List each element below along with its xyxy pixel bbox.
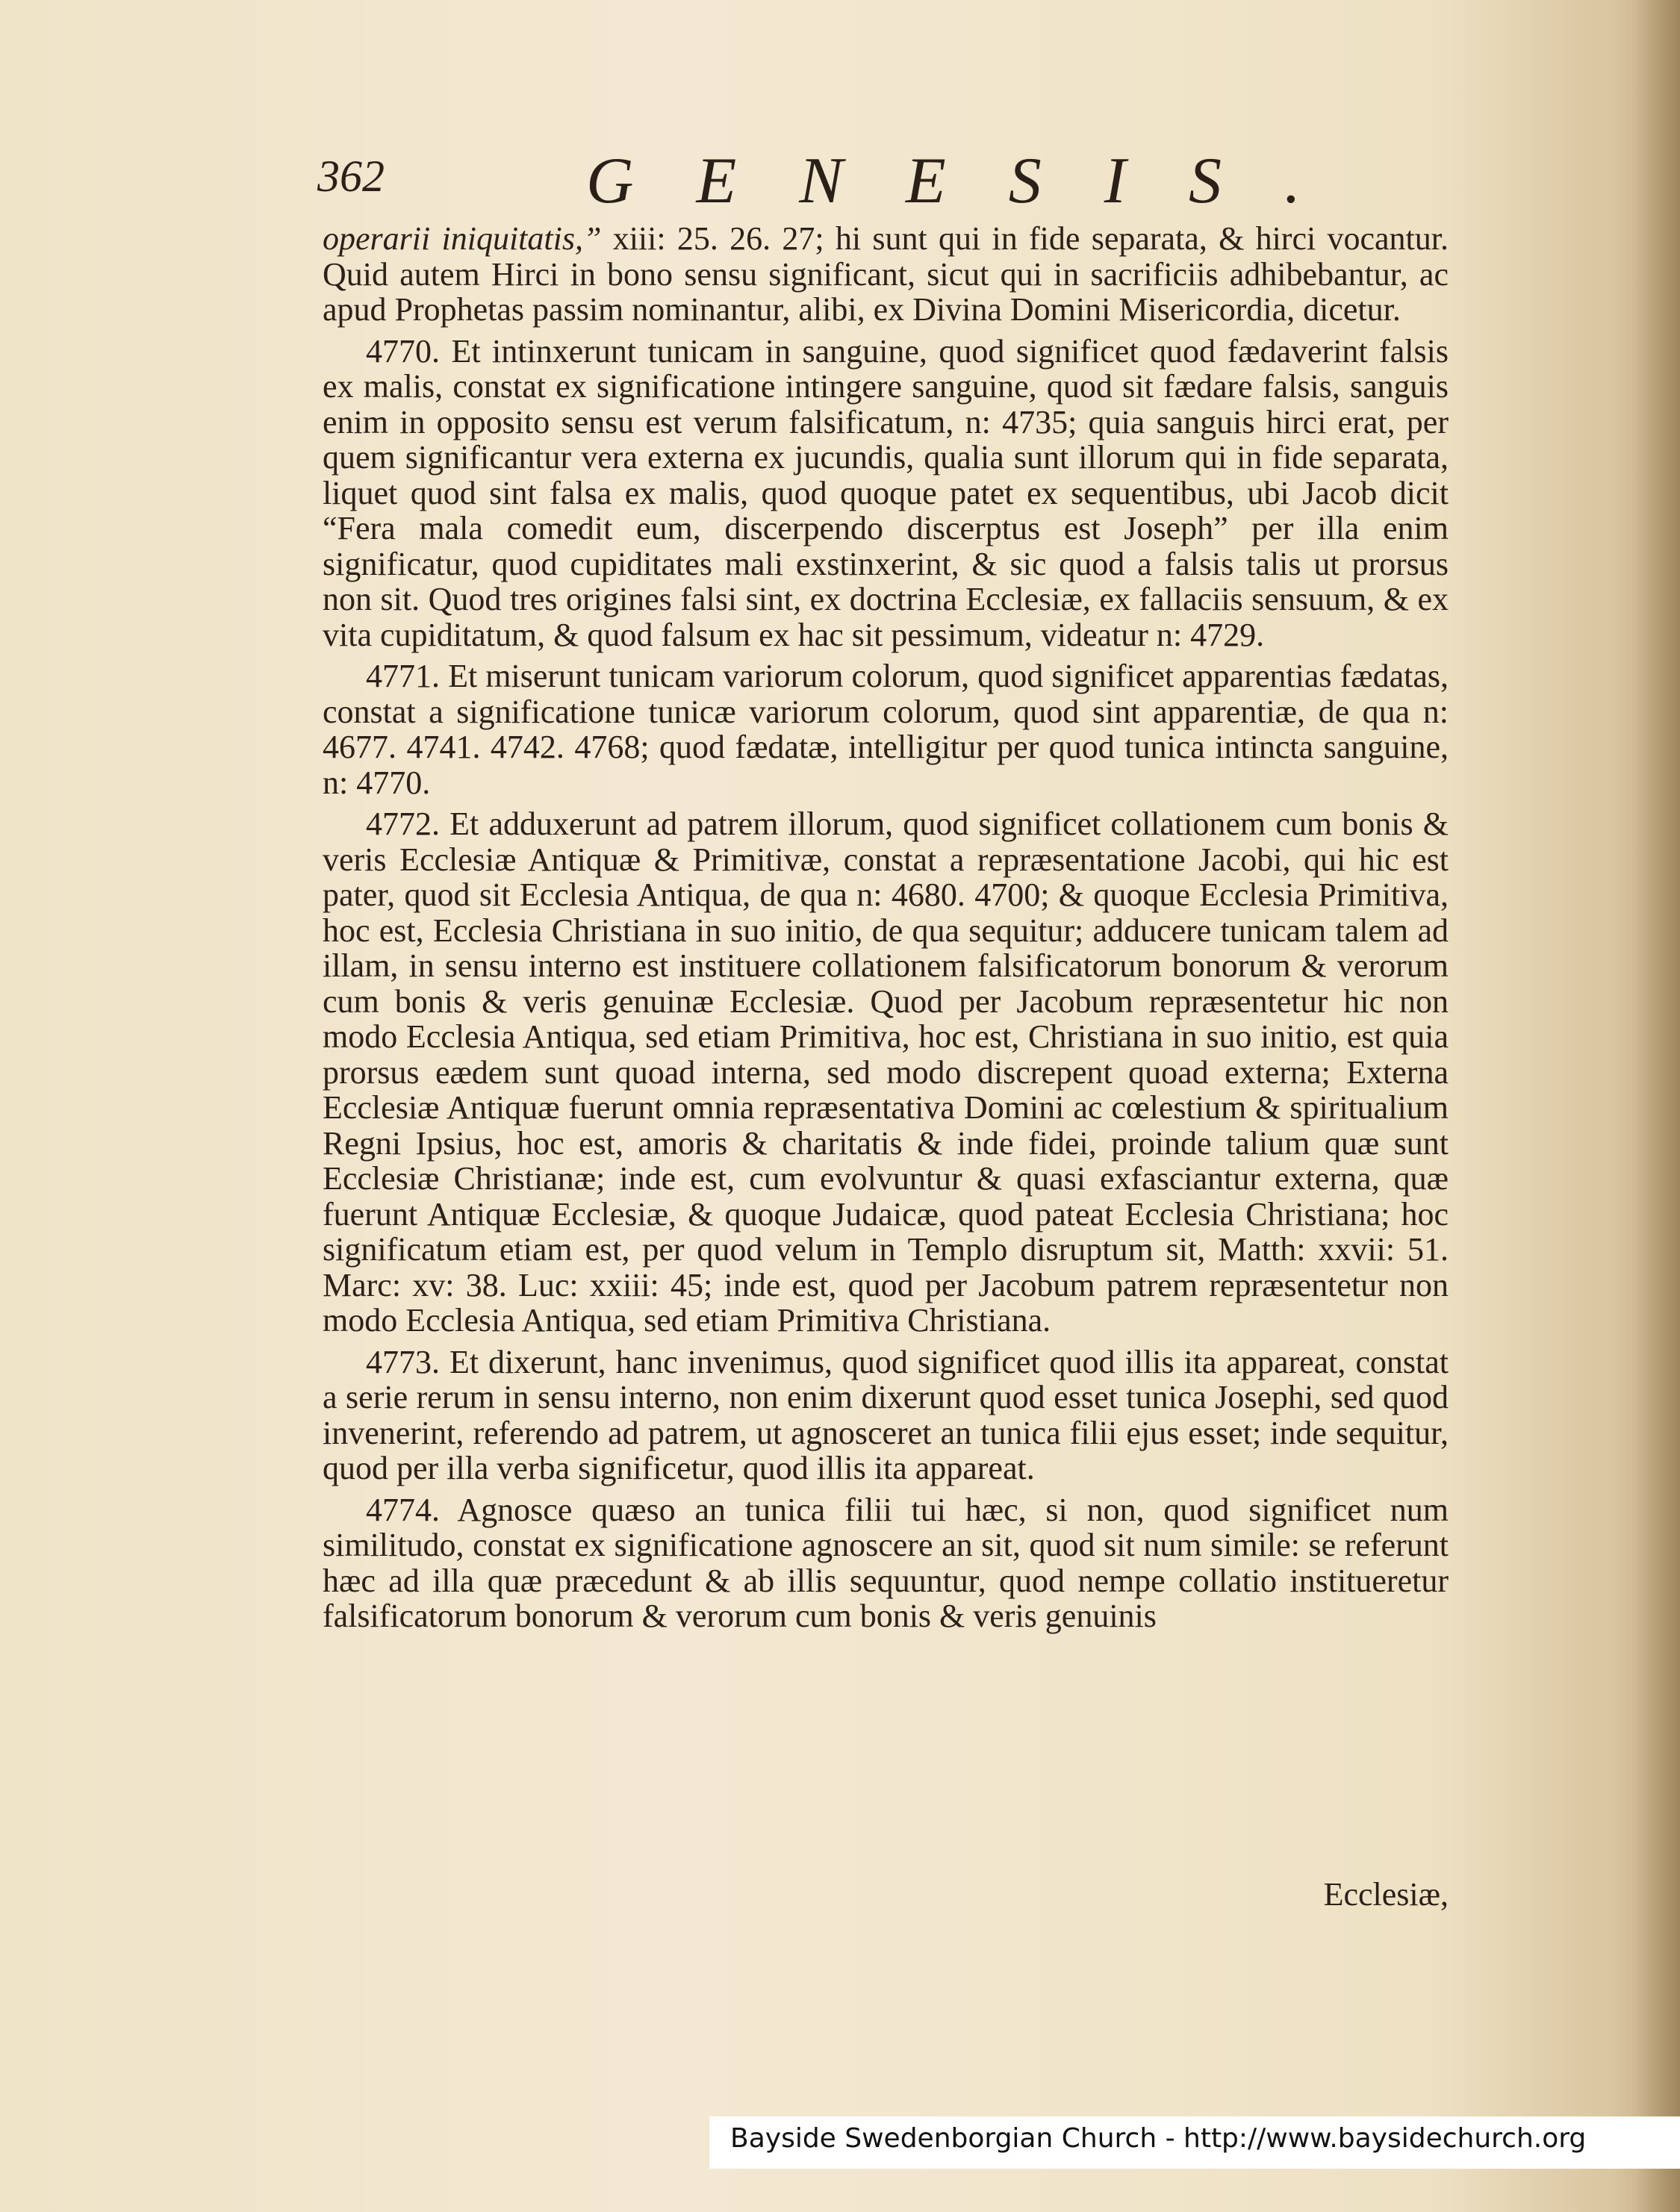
paragraph-4773: 4773. Et dixerunt, hanc invenimus, quod significet quod illis ita appareat, constat a serie rerum in sensu interno, non enim dixerunt quod esset tunica Josephi, sed quod invenerint, referendo ad patrem, ut agnosceret an tunica filii ejus esset; inde sequitur, quod per illa verba significetur, quod illis ita appareat. [323,1343,1449,1486]
paragraph-continuation [323,221,1449,328]
catchword: Ecclesiæ, [1323,1876,1449,1913]
paragraph-4771: 4771. Et miserunt tunicam variorum colorum, quod significet apparentias fædatas, constat a significatione tunicæ variorum colorum, quod sint apparentiæ, de qua n: 4677. 4741. 4742. 4768; quod fædatæ, intelligitur per quod tunica intincta sanguine, n: 4770. [323,658,1449,801]
body-text [323,221,1449,1634]
italic-lead: operarii iniquitatis,” [323,220,602,257]
footer-credit: Bayside Swedenborgian Church - http://www.baysidechurch.org [730,2123,1587,2154]
page-number: 362 [317,152,385,201]
paragraph-4772: 4772. Et adduxerunt ad patrem illorum, quod significet collationem cum bonis & veris Ecclesiæ Antiquæ & Primitivæ, constat a repræsentatione Jacobi, qui hic est pater, quod sit Ecclesia Antiqua, de qua n: 4680. 4700; & quoque Ecclesia Primitiva, hoc est, Ecclesia Christiana in suo initio, de qua sequitur; adducere tunicam talem ad illam, in sensu interno est instituere collationem falsificatorum bonorum & verorum cum bonis & veris genuinæ Ecclesiæ. Quod per Jacobum repræsentetur hic non modo Ecclesia Antiqua, sed etiam Primitiva, hoc est, Christiana in suo initio, est quia prorsus eædem sunt quoad interna, sed modo discrepent quoad externa; Externa Ecclesiæ Antiquæ fuerunt omnia repræsentativa Domini ac cœlestium & spiritualium Regni Ipsius, hoc est, amoris & charitatis & inde fidei, proinde talium quæ sunt Ecclesiæ Christianæ; inde est, cum evolvuntur & quasi exfasciantur externa, quæ fuerunt Antiquæ Ecclesiæ, & quoque Judaicæ, quod pateat Ecclesia Christiana; hoc significatum etiam est, per quod velum in Templo disruptum sit, Matth: xxvii: 51. Marc: xv: 38. Luc: xxiii: 45; inde est, quod per Jacobum patrem repræsentetur non modo Ecclesia Antiqua, sed etiam Primitiva Christiana. [323,806,1449,1339]
page-edge-shadow [1635,0,1680,2212]
running-title: GENESIS. [586,145,1364,217]
paragraph-4774: 4774. Agnosce quæso an tunica filii tui hæc, si non, quod significet num similitudo, constat ex significatione agnoscere an sit, quod sit num simile: se referunt hæc ad illa quæ præcedunt & ab illis sequuntur, quod nempe collatio institueretur falsificatorum bonorum & verorum cum bonis & veris genuinis [323,1491,1449,1634]
paragraph-text: xiii: 25. 26. 27; hi sunt qui in fide separata, & hirci vocantur. Quid autem Hirci in bono sensu significant, sicut qui in sacrificiis adhibebantur, ac apud Prophetas passim nominantur, alibi, ex Divina Domini Misericordia, dicetur. [323,220,1449,328]
page-header [317,143,1452,218]
paragraph-4770: 4770. Et intinxerunt tunicam in sanguine, quod significet quod fædaverint falsis ex malis, constat ex significatione intingere sanguine, quod sit fædare falsis, sanguis enim in opposito sensu est verum falsificatum, n: 4735; quia sanguis hirci erat, per quem significantur vera externa ex jucundis, qualia sunt illorum qui in fide separata, liquet quod sint falsa ex malis, quod quoque patet ex sequentibus, ubi Jacob dicit “Fera mala comedit eum, discerpendo discerptus est Joseph” per illa enim significatur, quod cupiditates mali exstinxerint, & sic quod a falsis talis ut prorsus non sit. Quod tres origines falsi sint, ex doctrina Ecclesiæ, ex fallaciis sensuum, & ex vita cupiditatum, & quod falsum ex hac sit pessimum, videatur n: 4729. [323,332,1449,653]
